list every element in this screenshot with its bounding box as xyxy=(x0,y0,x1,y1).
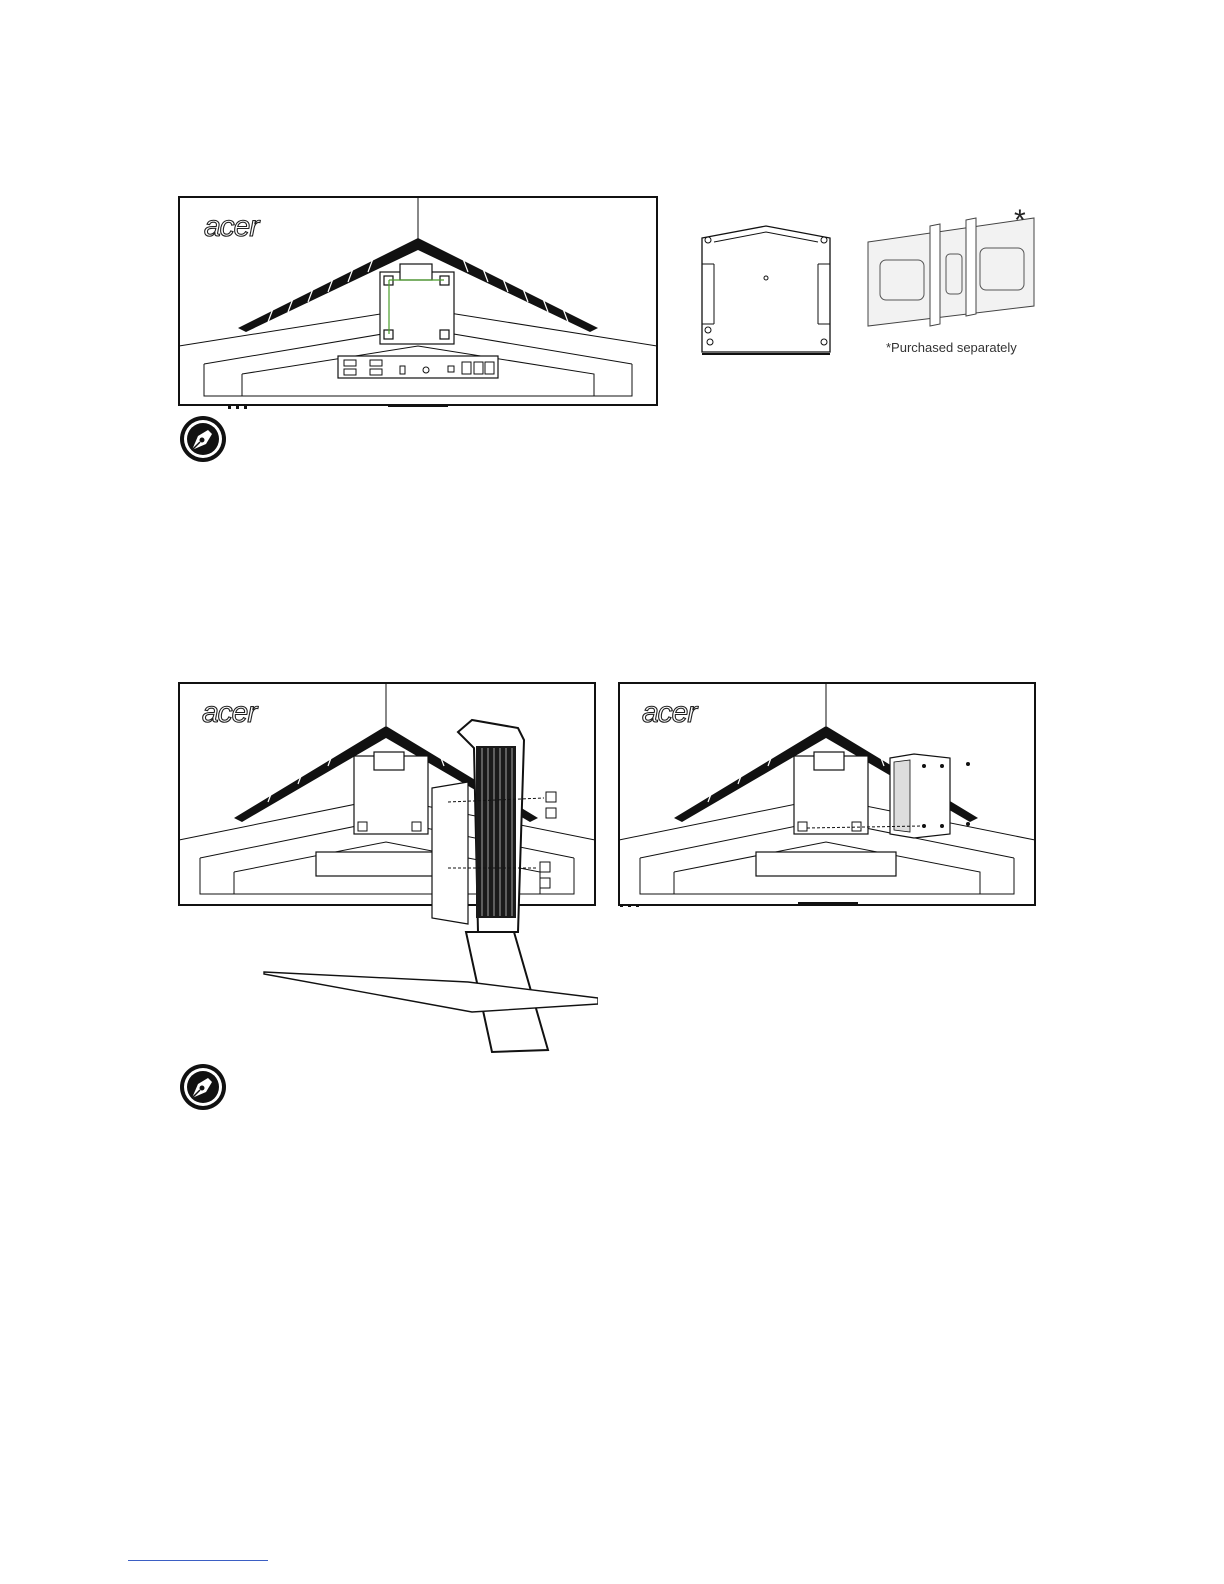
monitor-rear-with-stand-figure xyxy=(178,682,598,1060)
purchased-asterisk: * xyxy=(1014,204,1026,237)
footer-rule xyxy=(128,1560,268,1561)
monitor-rear-bracket-figure xyxy=(618,682,1036,908)
note-pen-icon xyxy=(178,414,228,464)
acer-logo: acer xyxy=(204,210,259,243)
note-pen-icon xyxy=(178,1062,228,1112)
monitor-stand-drawing xyxy=(178,682,598,1060)
monitor-rear-figure-1 xyxy=(178,196,658,410)
monitor-bracket-drawing xyxy=(618,682,1036,908)
vesa-bracket-drawing xyxy=(694,224,838,356)
purchased-separately-caption: *Purchased separately xyxy=(886,340,1017,355)
vesa-bracket-figure xyxy=(694,224,838,356)
monitor-rear-drawing xyxy=(178,196,658,410)
acer-logo: acer xyxy=(202,696,257,729)
acer-logo: acer xyxy=(642,696,697,729)
